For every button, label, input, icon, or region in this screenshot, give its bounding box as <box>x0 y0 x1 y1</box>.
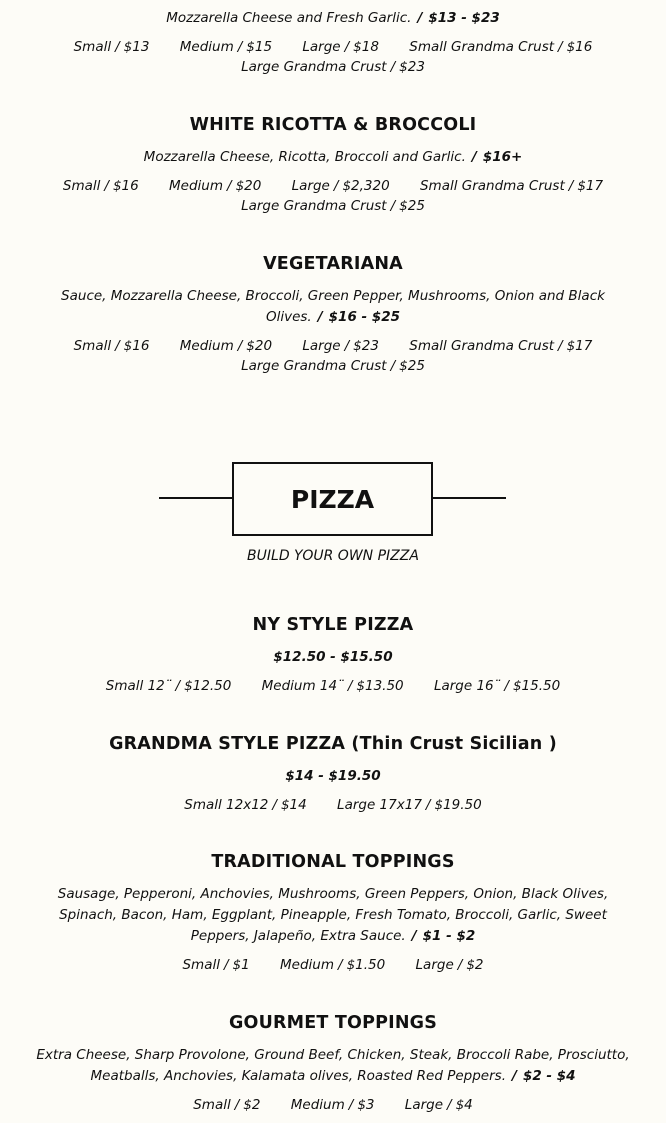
menu-item-ny-style <box>0 614 666 696</box>
divider-right <box>431 497 506 499</box>
item-price-range: $12.50 - $15.50 <box>273 649 393 665</box>
size-row: Small / $16 Medium / $20 Large / $23 Small Grandma Crust / $17 <box>73 338 593 354</box>
item-title: TRADITIONAL TOPPINGS <box>211 852 455 872</box>
size-row: Large Grandma Crust / $25 <box>241 358 425 374</box>
size-row: Small / $13 Medium / $15 Large / $18 Small Grandma Crust / $16 <box>73 39 593 55</box>
item-title: NY STYLE PIZZA <box>252 615 414 635</box>
item-description: Extra Cheese, Sharp Provolone, Ground Beef, Chicken, Steak, Broccoli Rabe, Prosciutto, Meatballs, Anchovies, Kalamata olives, Roasted Red Peppers. / $2 - $4 <box>36 1047 630 1084</box>
menu-item-gourmet-toppings <box>0 1012 666 1115</box>
item-price-range: $14 - $19.50 <box>285 768 381 784</box>
item-description: Sauce, Mozzarella Cheese, Broccoli, Green Pepper, Mushrooms, Onion and Black Olives. / $16 - $25 <box>61 288 605 325</box>
size-row: Small / $2 Medium / $3 Large / $4 <box>193 1097 473 1113</box>
menu-item-vegetariana <box>0 253 666 376</box>
menu-item-traditional-toppings <box>0 851 666 975</box>
item-title: VEGETARIANA <box>263 254 403 274</box>
menu-item-white-ricotta <box>0 114 666 216</box>
section-header-pizza <box>0 462 666 536</box>
item-description: Sausage, Pepperoni, Anchovies, Mushrooms, Green Peppers, Onion, Black Olives, Spinach, Bacon, Ham, Eggplant, Pineapple, Fresh Tomato, Broccoli, Garlic, Sweet Peppers, Jalapeño, Extra Sauce. / $1 - $2 <box>57 886 609 944</box>
item-description: Mozzarella Cheese, Ricotta, Broccoli and Garlic. / $16+ <box>143 149 523 165</box>
size-row: Large Grandma Crust / $23 <box>241 59 425 75</box>
menu-item-garlic <box>0 8 666 77</box>
section-subtitle: BUILD YOUR OWN PIZZA <box>247 548 419 564</box>
divider-left <box>159 497 234 499</box>
size-row: Small 12x12 / $14 Large 17x17 / $19.50 <box>184 797 482 813</box>
menu-item-grandma-style <box>0 733 666 815</box>
size-row: Small / $16 Medium / $20 Large / $2,320 Small Grandma Crust / $17 <box>62 178 604 194</box>
size-row: Large Grandma Crust / $25 <box>241 198 425 214</box>
item-title: GOURMET TOPPINGS <box>228 1013 438 1033</box>
size-row: Small 12¨ / $12.50 Medium 14¨ / $13.50 Large 16¨ / $15.50 <box>105 678 561 694</box>
section-title: PIZZA <box>232 462 433 536</box>
item-description: Mozzarella Cheese and Fresh Garlic. / $13 - $23 <box>166 10 500 26</box>
item-title: WHITE RICOTTA & BROCCOLI <box>189 115 477 135</box>
item-title: GRANDMA STYLE PIZZA (Thin Crust Sicilian ) <box>109 734 557 754</box>
size-row: Small / $1 Medium / $1.50 Large / $2 <box>182 957 484 973</box>
